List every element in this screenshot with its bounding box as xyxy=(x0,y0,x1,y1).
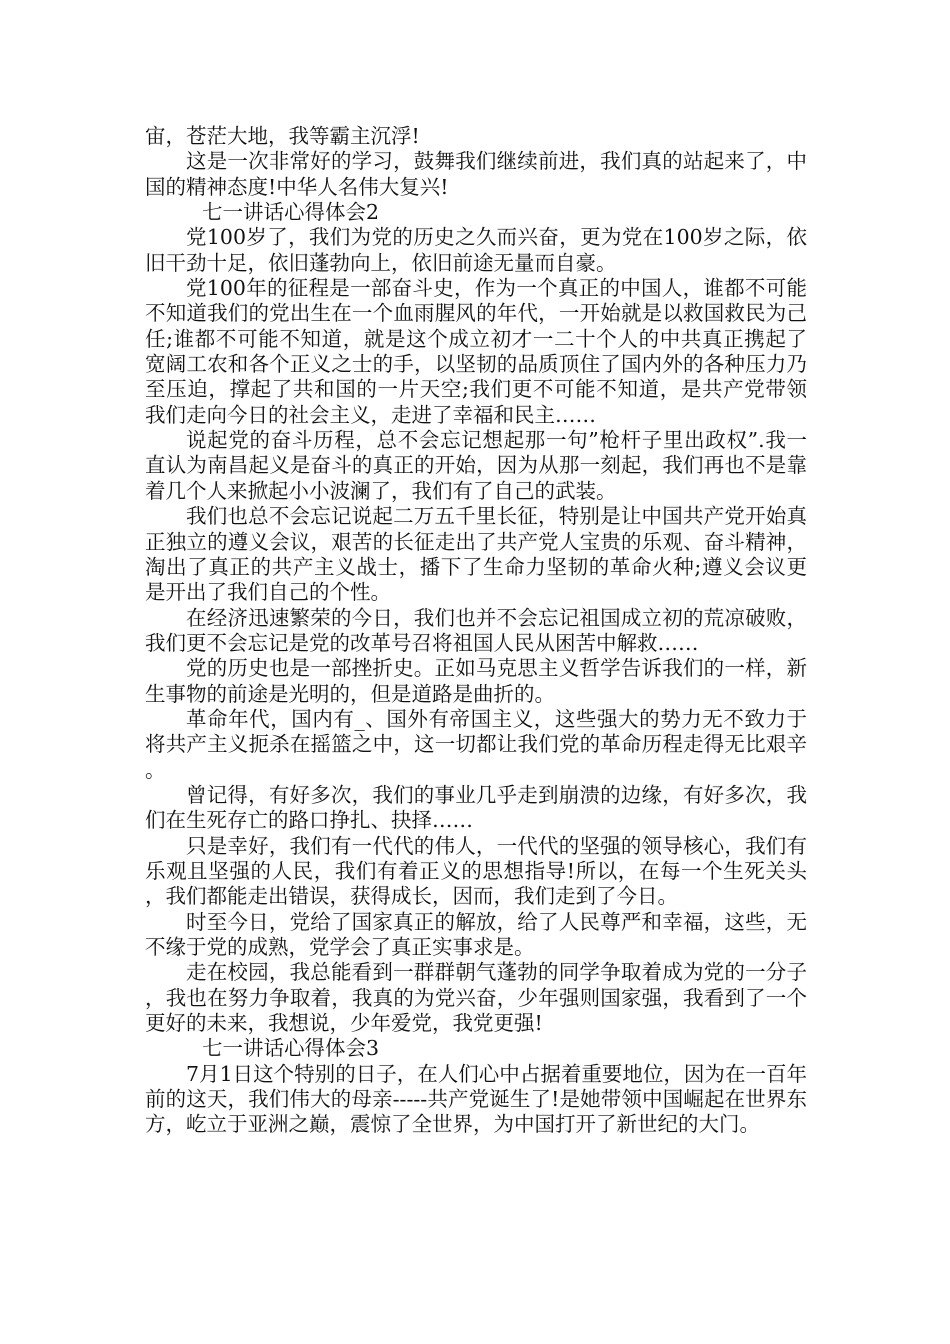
paragraph-6: 我们也总不会忘记说起二万五千里长征，特别是让中国共产党开始真正独立的遵义会议，艰苦的长征走出了共产党人宝贵的乐观、奋斗精神，淘出了真正的共产主义战士，播下了生命力坚韧的革命火种;遵义会议更是开出了我们自己的个性。 xyxy=(145,504,807,605)
paragraph-11: 只是幸好，我们有一代代的伟人，一代代的坚强的领导核心，我们有乐观且坚强的人民，我们有着正义的思想指导!所以，在每一个生死关头，我们都能走出错误，获得成长，因而，我们走到了今日。 xyxy=(145,833,807,909)
paragraph-5: 说起党的奋斗历程，总不会忘记想起那一句”枪杆子里出政权”.我一直认为南昌起义是奋斗的真正的开始，因为从那一刻起，我们再也不是靠着几个人来掀起小小波澜了，我们有了自己的武装。 xyxy=(145,428,807,503)
paragraph-12: 时至今日，党给了国家真正的解放，给了人民尊严和幸福，这些，无不缘于党的成熟，党学会了真正实事求是。 xyxy=(145,909,807,959)
paragraph-2: 这是一次非常好的学习，鼓舞我们继续前进，我们真的站起来了，中国的精神态度!中华人名伟大复兴! xyxy=(145,149,807,199)
paragraph-10: 曾记得，有好多次，我们的事业几乎走到崩溃的边缘，有好多次，我们在生死存亡的路口挣扎、抉择…… xyxy=(145,782,807,833)
paragraph-9: 革命年代，国内有_、国外有帝国主义，这些强大的势力无不致力于将共产主义扼杀在摇篮之中，这一切都让我们党的革命历程走得无比艰辛。 xyxy=(145,706,807,782)
paragraph-14: 7月1日这个特别的日子，在人们心中占据着重要地位，因为在一百年前的这天，我们伟大的母亲-----共产党诞生了!是她带领中国崛起在世界东方，屹立于亚洲之巅，震惊了全世界，为中国打开了新世纪的大门。 xyxy=(145,1061,807,1137)
paragraph-13: 走在校园，我总能看到一群群朝气蓬勃的同学争取着成为党的一分子，我也在努力争取着，我真的为党兴奋，少年强则国家强，我看到了一个更好的未来，我想说，少年爱党，我党更强! xyxy=(145,960,807,1036)
paragraph-7: 在经济迅速繁荣的今日，我们也并不会忘记祖国成立初的荒凉破败，我们更不会忘记是党的改革号召将祖国人民从困苦中解救…… xyxy=(145,605,807,655)
paragraph-4: 党100年的征程是一部奋斗史，作为一个真正的中国人，谁都不可能不知道我们的党出生在一个血雨腥风的年代，一开始就是以救国救民为己任;谁都不可能不知道，就是这个成立初才一二十个人的中共真正携起了宽阔工农和各个正义之士的手，以坚韧的品质顶住了国内外的各种压力乃至压迫，撑起了共和国的一片天空;我们更不可能不知道，是共产党带领我们走向今日的社会主义，走进了幸福和民主…… xyxy=(145,276,807,427)
document-page xyxy=(145,124,807,1138)
section-heading-3: 七一讲话心得体会3 xyxy=(202,1036,380,1061)
paragraph-8: 党的历史也是一部挫折史。正如马克思主义哲学告诉我们的一样，新生事物的前途是光明的，但是道路是曲折的。 xyxy=(145,656,807,706)
paragraph-1: 宙，苍茫大地，我等霸主沉浮! xyxy=(145,124,420,148)
section-heading-2: 七一讲话心得体会2 xyxy=(202,200,380,225)
paragraph-3: 党100岁了，我们为党的历史之久而兴奋，更为党在100岁之际，依旧干劲十足，依旧蓬勃向上，依旧前途无量而自豪。 xyxy=(145,225,807,275)
